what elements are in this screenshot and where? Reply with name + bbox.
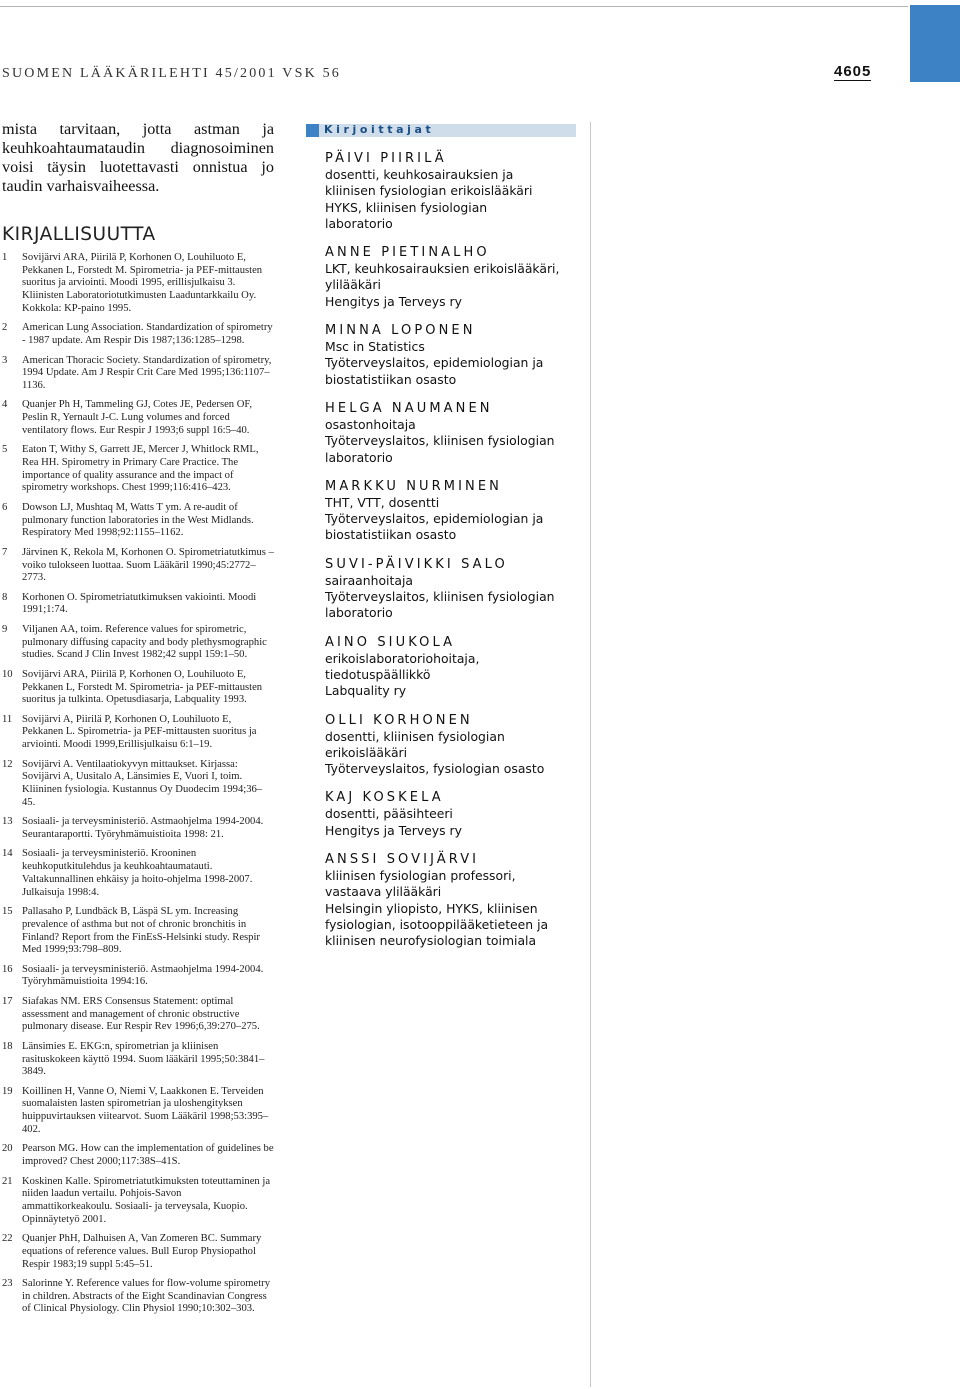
author-affiliation: fysiologian, isotooppilääketieteen ja xyxy=(325,916,549,932)
reference-text: Quanjer PhH, Dalhuisen A, Van Zomeren BC. Summary equations of reference values. Bull Europ Physiopathol Respir 1983;19 suppl 5:45–51. xyxy=(22,1233,262,1270)
reference-text: Sovijärvi ARA, Piirilä P, Korhonen O, Louhiluoto E, Pekkanen L, Forstedt M. Spirometria- ja PEF-mittausten suoritus ja arviointi. Moodi 1995, erillisjulkaisu 3. Kliinisten Laboratoriotutkimusten Laaduntarkkailu Oy. Kokkola: KP-paino 1995. xyxy=(22,252,263,314)
reference-item xyxy=(2,399,274,437)
author-affiliation: dosentti, pääsihteeri xyxy=(325,806,453,822)
reference-text: Eaton T, Withy S, Garrett JE, Mercer J, Whitlock RML, Rea HH. Spirometry in Primary Care Practice. The importance of quality assurance and the impact of spirometry workshops. Chest 1999;116:416–423. xyxy=(22,444,259,494)
reference-number: 16 xyxy=(2,963,13,975)
author-affiliation: Helsingin yliopisto, HYKS, kliinisen xyxy=(325,900,538,916)
author-affiliation: ylilääkäri xyxy=(325,277,381,293)
author-entry xyxy=(325,150,595,232)
author-affiliation: THT, VTT, dosentti xyxy=(325,494,440,510)
authors-list xyxy=(325,150,595,962)
reference-text: Länsimies E. EKG:n, spirometrian ja kliinisen rasituskokeen käyttö 1994. Suom lääkäril 1995;50:3841–3849. xyxy=(22,1040,265,1078)
author-entry xyxy=(325,400,595,466)
author-affiliation: erikoislääkäri xyxy=(325,744,408,760)
author-affiliation: erikoislaboratoriohoitaja, xyxy=(325,650,480,666)
references-list xyxy=(2,252,274,1316)
author-affiliation: Työterveyslaitos, fysiologian osasto xyxy=(325,761,545,777)
author-entry xyxy=(325,789,595,839)
author-name: KAJ KOSKELA xyxy=(325,790,444,806)
reference-number: 2 xyxy=(2,322,8,334)
author-affiliation: Labquality ry xyxy=(325,683,407,699)
reference-item xyxy=(2,1278,274,1316)
journal-header: SUOMEN LÄÄKÄRILEHTI 45/2001 VSK 56 xyxy=(2,66,341,81)
reference-number: 3 xyxy=(2,354,8,366)
reference-item xyxy=(2,669,274,707)
corner-color-block xyxy=(910,5,960,82)
reference-number: 8 xyxy=(2,591,8,603)
author-name: SUVI-PÄIVIKKI SALO xyxy=(325,556,508,572)
page-number: 4605 xyxy=(834,63,872,80)
author-affiliation: osastonhoitaja xyxy=(325,416,416,432)
author-affiliation: laboratorio xyxy=(325,449,393,465)
reference-text: Salorinne Y. Reference values for flow-volume spirometry in children. Abstracts of the Eight Scandinavian Congress of Clinical Physiology. Clin Physiol 1990;10:302–303. xyxy=(22,1278,270,1315)
reference-text: Pearson MG. How can the implementation of guidelines be improved? Chest 2000;117:38S–41S. xyxy=(22,1143,274,1168)
author-affiliation: dosentti, kliinisen fysiologian xyxy=(325,728,505,744)
reference-number: 22 xyxy=(2,1233,13,1245)
reference-item xyxy=(2,1233,274,1271)
authors-title: Kirjoittajat xyxy=(324,123,435,136)
author-affiliation: LKT, keuhkosairauksien erikoislääkäri, xyxy=(325,261,560,277)
author-affiliation: laboratorio xyxy=(325,605,393,621)
author-affiliation: Msc in Statistics xyxy=(325,339,425,355)
left-column xyxy=(2,120,274,1323)
author-entry xyxy=(325,244,595,310)
author-affiliation: dosentti, keuhkosairauksien ja xyxy=(325,167,514,182)
reference-item xyxy=(2,252,274,316)
reference-item xyxy=(2,848,274,899)
author-name: ANNE PIETINALHO xyxy=(325,245,490,261)
author-entry xyxy=(325,478,595,544)
reference-text: Sovijärvi A. Ventilaatiokyvyn mittaukset. Kirjassa: Sovijärvi A, Uusitalo A, Länsimies E, Vuori I, toim. Kliininen fysiologia. Kustannus Oy Duodecim 1994;36–45. xyxy=(22,758,263,808)
reference-item xyxy=(2,1086,274,1137)
reference-text: Koillinen H, Vanne O, Niemi V, Laakkonen E. Terveiden suomalaisten lasten spirometrian ja uloshengityksen huippuvirtauksen viitearvot. Suom Lääkäril 1998;53:395–402. xyxy=(22,1085,269,1135)
reference-number: 4 xyxy=(2,399,8,411)
reference-item xyxy=(2,996,274,1034)
reference-item xyxy=(2,906,274,957)
authors-title-bar xyxy=(306,124,576,137)
author-entry xyxy=(325,851,595,949)
author-name: MARKKU NURMINEN xyxy=(325,478,502,494)
authors-square-icon xyxy=(306,124,319,137)
top-rule xyxy=(0,6,908,7)
reference-text: Quanjer Ph H, Tammeling GJ, Cotes JE, Pedersen OF, Peslin R, Yernault J-C. Lung volumes and forced ventilatory flows. Eur Respir J 1993;6 suppl 16:5–40. xyxy=(22,399,253,436)
reference-text: Sovijärvi A, Piirilä P, Korhonen O, Louhiluoto E, Pekkanen L. Spirometria- ja PEF-mittausten suoritus ja arviointi. Moodi 1999,Erillisjulkaisu 6:1–19. xyxy=(22,713,257,751)
reference-text: Viljanen AA, toim. Reference values for spirometric, pulmonary diffusing capacity and body plethysmographic studies. Scand J Clin Invest 1982;42 suppl 159:1–50. xyxy=(22,623,267,661)
author-affiliation: laboratorio xyxy=(325,215,393,231)
reference-number: 23 xyxy=(2,1278,13,1290)
author-affiliation: Työterveyslaitos, kliinisen fysiologian xyxy=(325,589,555,605)
reference-text: American Thoracic Society. Standardization of spirometry, 1994 Update. Am J Respir Crit Care Med 1995;136:1107–1136. xyxy=(22,354,272,391)
reference-number: 15 xyxy=(2,906,13,918)
reference-number: 5 xyxy=(2,444,8,456)
author-affiliation: biostatistiikan osasto xyxy=(325,527,457,543)
reference-text: Järvinen K, Rekola M, Korhonen O. Spirometriatutkimus – voiko tulokseen luottaa. Suom Lääkäril 1990;45:2772–2773. xyxy=(22,546,274,584)
reference-number: 11 xyxy=(2,713,13,725)
reference-text: Sosiaali- ja terveysministeriö. Astmaohjelma 1994-2004. Seurantaraportti. Työryhmämuistioita 1998: 21. xyxy=(22,816,264,840)
author-entry xyxy=(325,712,595,778)
reference-item xyxy=(2,1143,274,1168)
reference-text: Siafakas NM. ERS Consensus Statement: optimal assessment and management of chronic obstructive pulmonary disease. Eur Respir Rev 1996;6,39:270–275. xyxy=(22,995,260,1033)
reference-item xyxy=(2,1176,274,1227)
reference-item xyxy=(2,714,274,752)
reference-number: 6 xyxy=(2,501,8,513)
reference-number: 1 xyxy=(2,252,8,263)
author-affiliation: vastaava ylilääkäri xyxy=(325,884,442,900)
reference-number: 19 xyxy=(2,1085,13,1097)
author-name: AINO SIUKOLA xyxy=(325,634,456,650)
references-heading: KIRJALLISUUTTA xyxy=(2,224,156,245)
author-affiliation: kliinisen fysiologian erikoislääkäri xyxy=(325,183,533,199)
reference-number: 9 xyxy=(2,623,8,635)
author-affiliation: kliinisen neurofysiologian toimiala xyxy=(325,933,537,949)
reference-text: Pallasaho P, Lundbäck B, Läspä SL ym. Increasing prevalence of asthma but not of chronic bronchitis in Finland? Report from the FinEsS-Helsinki study. Respir Med 1999;93:798–809. xyxy=(22,906,260,956)
author-affiliation: Hengitys ja Terveys ry xyxy=(325,822,462,838)
reference-number: 17 xyxy=(2,995,13,1007)
reference-number: 21 xyxy=(2,1175,13,1187)
reference-number: 18 xyxy=(2,1040,13,1052)
intro-paragraph: mista tarvitaan, jotta astman ja keuhkoahtaumataudin diagnosoiminen voisi täysin luotettavasti onnistua jo taudin varhaisvaiheessa. xyxy=(2,120,274,195)
author-entry xyxy=(325,556,595,622)
reference-number: 10 xyxy=(2,668,13,680)
author-affiliation: biostatistiikan osasto xyxy=(325,371,457,387)
reference-text: Sovijärvi ARA, Piirilä P, Korhonen O, Louhiluoto E, Pekkanen L, Forstedt M. Spirometria- ja PEF-mittausten suoritus ja tulkinta. Opetusdiasarja, Labquality 1993. xyxy=(22,668,263,706)
author-name: HELGA NAUMANEN xyxy=(325,400,493,416)
reference-number: 12 xyxy=(2,758,13,770)
reference-text: Korhonen O. Spirometriatutkimuksen vakiointi. Moodi 1991;1:74. xyxy=(22,591,257,616)
reference-text: Dowson LJ, Mushtaq M, Watts T ym. A re-audit of pulmonary function laboratories in the West Midlands. Respiratory Med 1998;92:1155–1162. xyxy=(22,501,254,539)
author-entry xyxy=(325,322,595,388)
author-affiliation: kliinisen fysiologian professori, xyxy=(325,868,516,884)
author-affiliation: Työterveyslaitos, kliinisen fysiologian xyxy=(325,433,555,449)
reference-item xyxy=(2,1041,274,1079)
reference-item xyxy=(2,355,274,393)
reference-text: Sosiaali- ja terveysministeriö. Krooninen keuhkoputkitulehdus ja keuhkoahtaumatauti. Valtakunnallinen ehkäisy ja hoito-ohjelma 1998-2007. Julkaisuja 1998:4. xyxy=(22,848,253,898)
author-name: OLLI KORHONEN xyxy=(325,712,473,728)
reference-item xyxy=(2,624,274,662)
reference-item xyxy=(2,502,274,540)
reference-item xyxy=(2,444,274,495)
author-affiliation: Työterveyslaitos, epidemiologian ja xyxy=(325,511,544,527)
reference-text: Koskinen Kalle. Spirometriatutkimuksten toteuttaminen ja niiden laadun vertailu. Pohjois-Savon ammattikorkeakoulu. Sosiaali- ja terveysala, Kuopio. Opinnäytetyö 2001. xyxy=(22,1175,271,1225)
author-affiliation: HYKS, kliinisen fysiologian xyxy=(325,199,488,215)
reference-number: 14 xyxy=(2,848,13,860)
reference-number: 20 xyxy=(2,1143,13,1155)
reference-number: 7 xyxy=(2,546,8,558)
author-affiliation: Hengitys ja Terveys ry xyxy=(325,293,462,309)
author-affiliation: Työterveyslaitos, epidemiologian ja xyxy=(325,355,544,371)
reference-item xyxy=(2,964,274,989)
author-affiliation: sairaanhoitaja xyxy=(325,572,413,588)
reference-item xyxy=(2,322,274,347)
reference-number: 13 xyxy=(2,816,13,828)
reference-text: American Lung Association. Standardization of spirometry - 1987 update. Am Respir Dis 1987;136:1285–1298. xyxy=(22,322,273,347)
author-name: ANSSI SOVIJÄRVI xyxy=(325,852,480,868)
author-name: MINNA LOPONEN xyxy=(325,323,476,339)
reference-item xyxy=(2,547,274,585)
reference-item xyxy=(2,816,274,841)
author-entry xyxy=(325,634,595,700)
reference-item xyxy=(2,759,274,810)
reference-item xyxy=(2,592,274,617)
author-name: PÄIVI PIIRILÄ xyxy=(325,151,447,166)
author-affiliation: tiedotuspäällikkö xyxy=(325,666,431,682)
reference-text: Sosiaali- ja terveysministeriö. Astmaohjelma 1994-2004. Työryhmämuistioita 1994:16. xyxy=(22,963,264,988)
